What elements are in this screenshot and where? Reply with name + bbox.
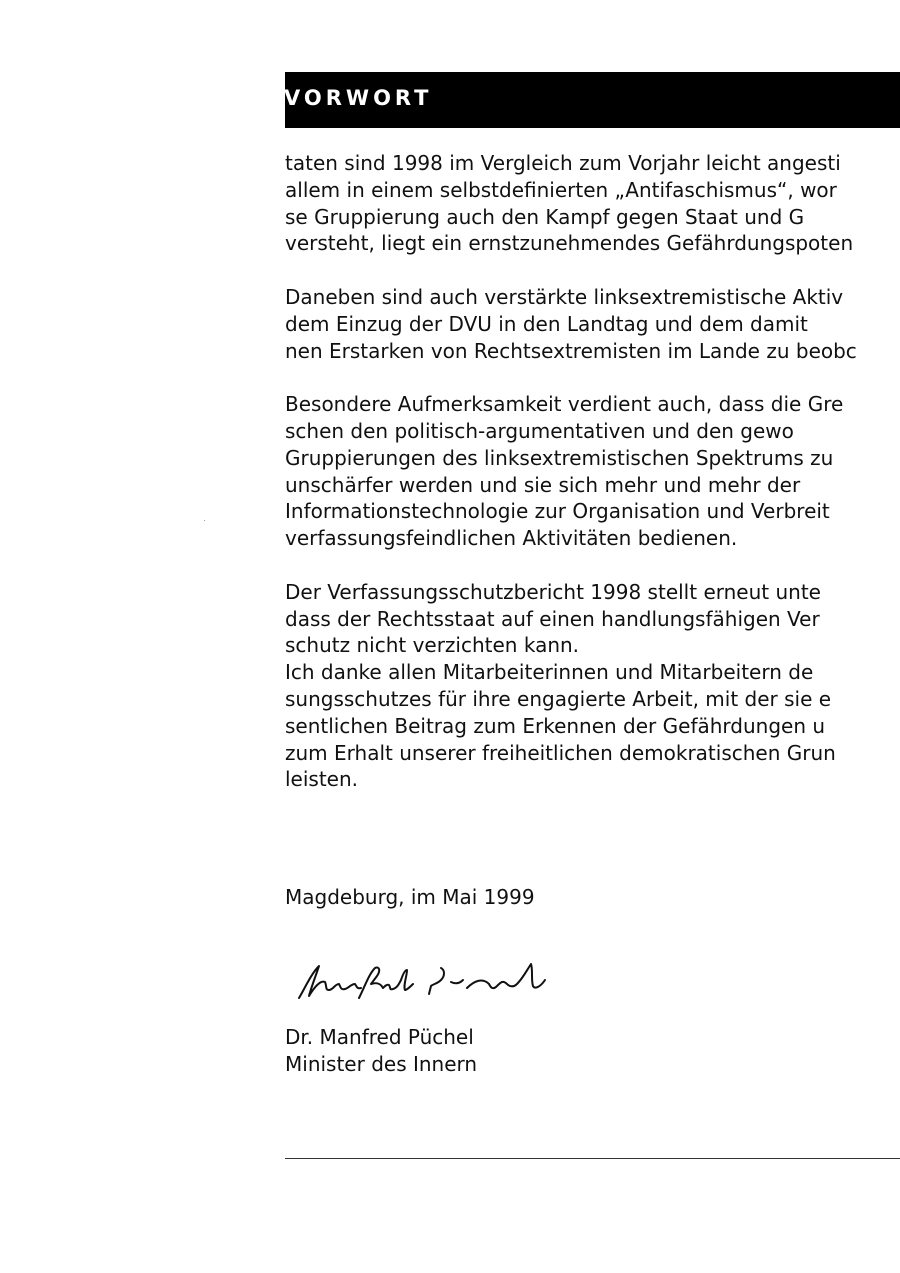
text-line: Informationstechnologie zur Organisation und Verbreit [285,499,830,524]
paragraph [285,579,900,659]
signature-image [295,956,555,1016]
text-line: zum Erhalt unserer freiheitlichen demokratischen Grun [285,740,836,765]
page-title: VORWORT [284,86,433,110]
paragraph [285,284,900,364]
body-text [285,150,900,820]
text-line: versteht, liegt ein ernstzunehmendes Gefährdungspoten [285,231,854,256]
text-line: Gruppierungen des linksextremistischen Spektrums zu [285,445,834,470]
scan-speck [204,520,205,521]
text-line: sungsschutzes für ihre engagierte Arbeit, mit der sie e [285,686,832,711]
text-line: schutz nicht verzichten kann. [285,633,580,658]
text-line: se Gruppierung auch den Kampf gegen Staat und G [285,204,805,229]
text-line: Besondere Aufmerksamkeit verdient auch, dass die Gre [285,392,844,417]
place-date: Magdeburg, im Mai 1999 [285,885,535,909]
text-line: nen Erstarken von Rechtsextremisten im Lande zu beobc [285,338,857,363]
paragraph [285,391,900,552]
paragraph [285,150,900,257]
text-line: schen den politisch-argumentativen und den gewo [285,418,794,443]
footer-divider [285,1158,900,1159]
paragraph [285,659,900,793]
text-line: sentlichen Beitrag zum Erkennen der Gefährdungen u [285,713,826,738]
text-line: verfassungsfeindlichen Aktivitäten bedienen. [285,526,738,551]
signer-name: Dr. Manfred Püchel [285,1025,474,1049]
text-line: Ich danke allen Mitarbeiterinnen und Mitarbeitern de [285,660,814,685]
text-line: taten sind 1998 im Vergleich zum Vorjahr leicht angesti [285,151,841,175]
text-line: dass der Rechtsstaat auf einen handlungsfähigen Ver [285,606,820,631]
text-line: dem Einzug der DVU in den Landtag und dem damit [285,311,808,336]
signer-title: Minister des Innern [285,1052,478,1076]
text-line: leisten. [285,767,359,792]
text-line: allem in einem selbstdefinierten „Antifaschismus“, wor [285,177,837,202]
text-line: Der Verfassungsschutzbericht 1998 stellt erneut unte [285,579,821,604]
text-line: unschärfer werden und sie sich mehr und mehr der [285,472,801,497]
text-line: Daneben sind auch verstärkte linksextremistische Aktiv [285,284,844,309]
